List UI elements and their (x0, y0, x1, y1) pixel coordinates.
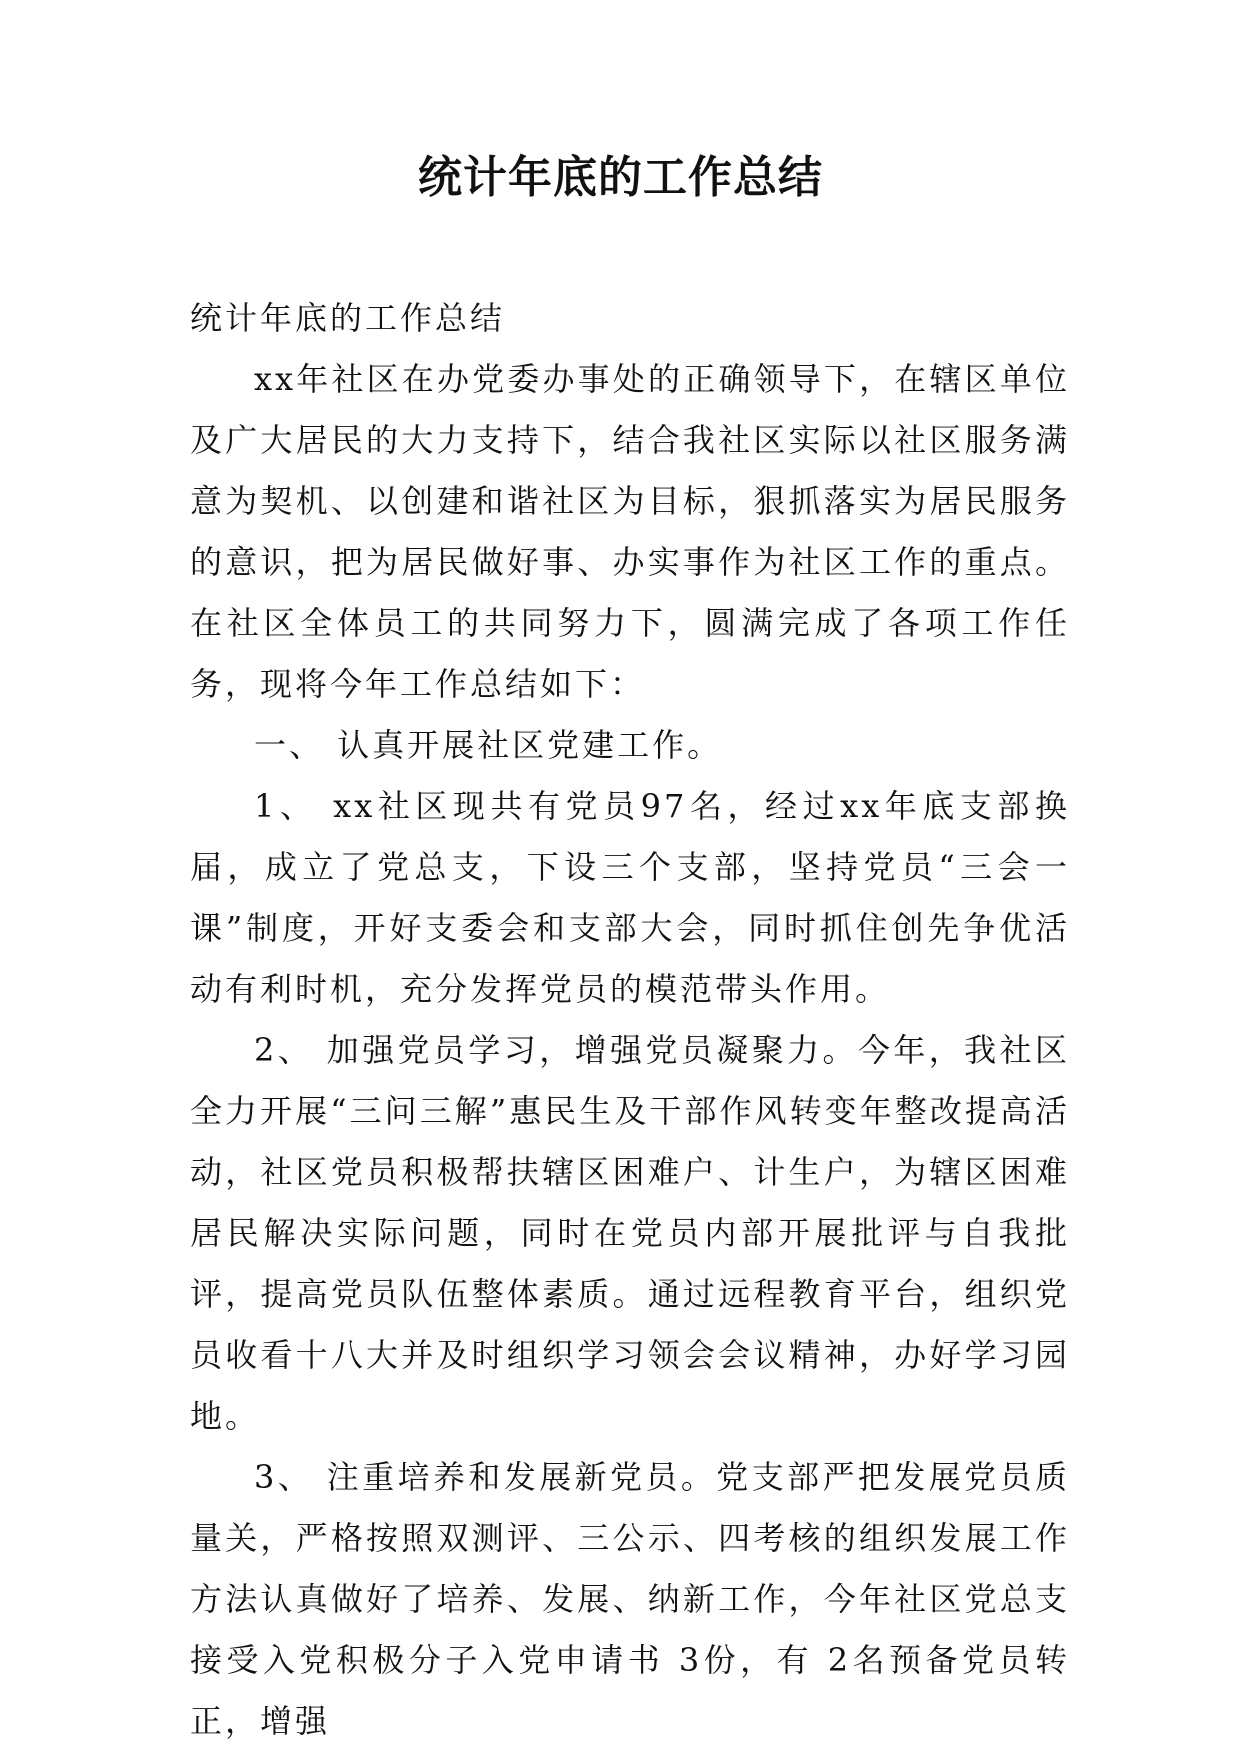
paragraph-item-1: 1、 xx社区现共有党员97名，经过xx年底支部换届，成立了党总支，下设三个支部，坚持党员“三会一课”制度，开好支委会和支部大会，同时抓住创先争优活动有利时机，充分发挥党员的模范带头作用。 (190, 787, 1070, 1008)
document-body (190, 288, 1070, 1752)
paragraph-intro: xx年社区在办党委办事处的正确领导下，在辖区单位及广大居民的大力支持下，结合我社区实际以社区服务满意为契机、以创建和谐社区为目标，狠抓落实为居民服务的意识，把为居民做好事、办实事作为社区工作的重点。在社区全体员工的共同努力下，圆满完成了各项工作任务，现将今年工作总结如下： (190, 360, 1070, 703)
paragraph-item-2: 2、 加强党员学习，增强党员凝聚力。今年，我社区全力开展“三问三解”惠民生及干部作风转变年整改提高活动，社区党员积极帮扶辖区困难户、计生户，为辖区困难居民解决实际问题，同时在党员内部开展批评与自我批评，提高党员队伍整体素质。通过远程教育平台，组织党员收看十八大并及时组织学习领会会议精神，办好学习园地。 (190, 1031, 1070, 1435)
document-title: 统计年底的工作总结 (418, 152, 823, 203)
section-heading-party-building: 一、 认真开展社区党建工作。 (254, 726, 723, 764)
document-subtitle: 统计年底的工作总结 (190, 299, 506, 337)
paragraph-item-3: 3、 注重培养和发展新党员。党支部严把发展党员质量关，严格按照双测评、三公示、四考核的组织发展工作方法认真做好了培养、发展、纳新工作，今年社区党总支接受入党积极分子入党申请书 3份，有 2名预备党员转正，增强 (190, 1458, 1070, 1740)
